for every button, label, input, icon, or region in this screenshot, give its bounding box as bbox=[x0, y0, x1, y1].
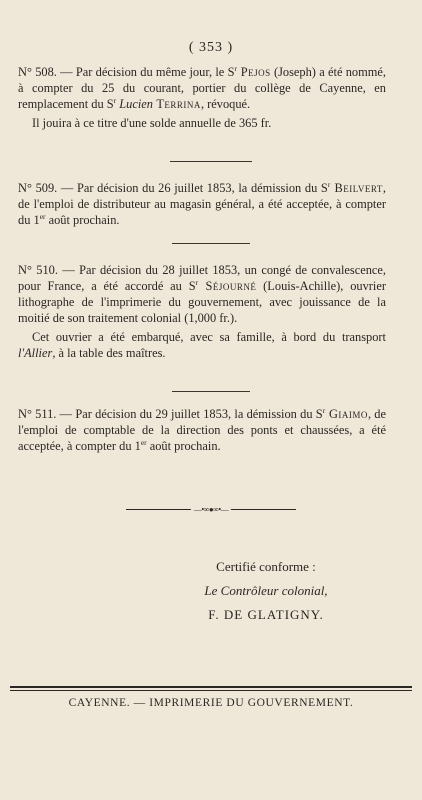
certification-title: Le Contrôleur colonial, bbox=[204, 583, 328, 598]
entry-508-salary: Il jouira à ce titre d'une solde annuelle de 365 fr. bbox=[32, 116, 272, 130]
entry-number: N° 509. bbox=[18, 181, 58, 195]
footer-rule bbox=[10, 686, 412, 691]
ornament: —•∞●∞•— bbox=[191, 505, 231, 515]
entry-number: N° 510. bbox=[18, 263, 58, 277]
certification-heading: Certifié conforme : bbox=[216, 559, 316, 574]
page-number: ( 353 ) bbox=[188, 40, 234, 55]
entry-509-text: N° 509. — Par décision du 26 juillet 1853, la démission du $S^r$ Beilvert, de l'emploi de distributeur au magasin général, a été acceptée, à compter du 1er août prochain. bbox=[18, 179, 386, 227]
printer-imprint: CAYENNE. — IMPRIMERIE DU GOUVERNEMENT. bbox=[68, 697, 354, 709]
ornamental-rule bbox=[126, 505, 296, 515]
entry-510 bbox=[18, 262, 386, 361]
person-name: Beilvert bbox=[330, 181, 383, 195]
entry-511-text: N° 511. — Par décision du 29 juillet 1853, la démission du $S^r$ Giaimo, de l'emploi de comptable de la direction des ponts et chaussées, a été acceptée, à compter du 1er août prochain. bbox=[18, 405, 387, 453]
separator-rule bbox=[172, 391, 250, 392]
person-name: Séjourné bbox=[198, 279, 257, 293]
person-name: Giaimo bbox=[325, 407, 368, 421]
entry-number: N° 508. bbox=[18, 65, 57, 79]
certification-signature: F. DE GLATIGNY. bbox=[208, 607, 324, 622]
person-firstname: Lucien bbox=[116, 97, 153, 111]
person-name: Terrina bbox=[152, 97, 201, 111]
entry-510-note: Cet ouvrier a été embarqué, avec sa famille, à bord du transport l'Allier, à la table des maîtres. bbox=[18, 330, 386, 360]
separator-rule bbox=[172, 243, 250, 244]
entry-511 bbox=[18, 406, 386, 454]
ship-name: l'Allier bbox=[18, 346, 53, 360]
entry-508-text: N° 508. — Par décision du même jour, le $S^r$ Pejos (Joseph) a été nommé, à compter du 25 du courant, portier du collège de Cayenne, en remplacement du $S^r$ Lucien Terrina, révoqué. bbox=[18, 63, 387, 111]
entry-509 bbox=[18, 180, 386, 228]
entry-510-text: N° 510. — Par décision du 28 juillet 1853, un congé de convalescence, pour France, a été accordé au $S^r$ Séjourné (Louis-Achille), ouvrier lithographe de l'imprimerie du gouvernement, avec jouissance de la moitié de son traitement colonial (1,000 fr.). bbox=[18, 263, 386, 325]
person-name: Pejos bbox=[236, 65, 271, 79]
separator-rule bbox=[170, 161, 252, 162]
entry-number: N° 511. bbox=[18, 407, 57, 421]
entry-508 bbox=[18, 64, 386, 131]
certification-block bbox=[176, 555, 356, 627]
